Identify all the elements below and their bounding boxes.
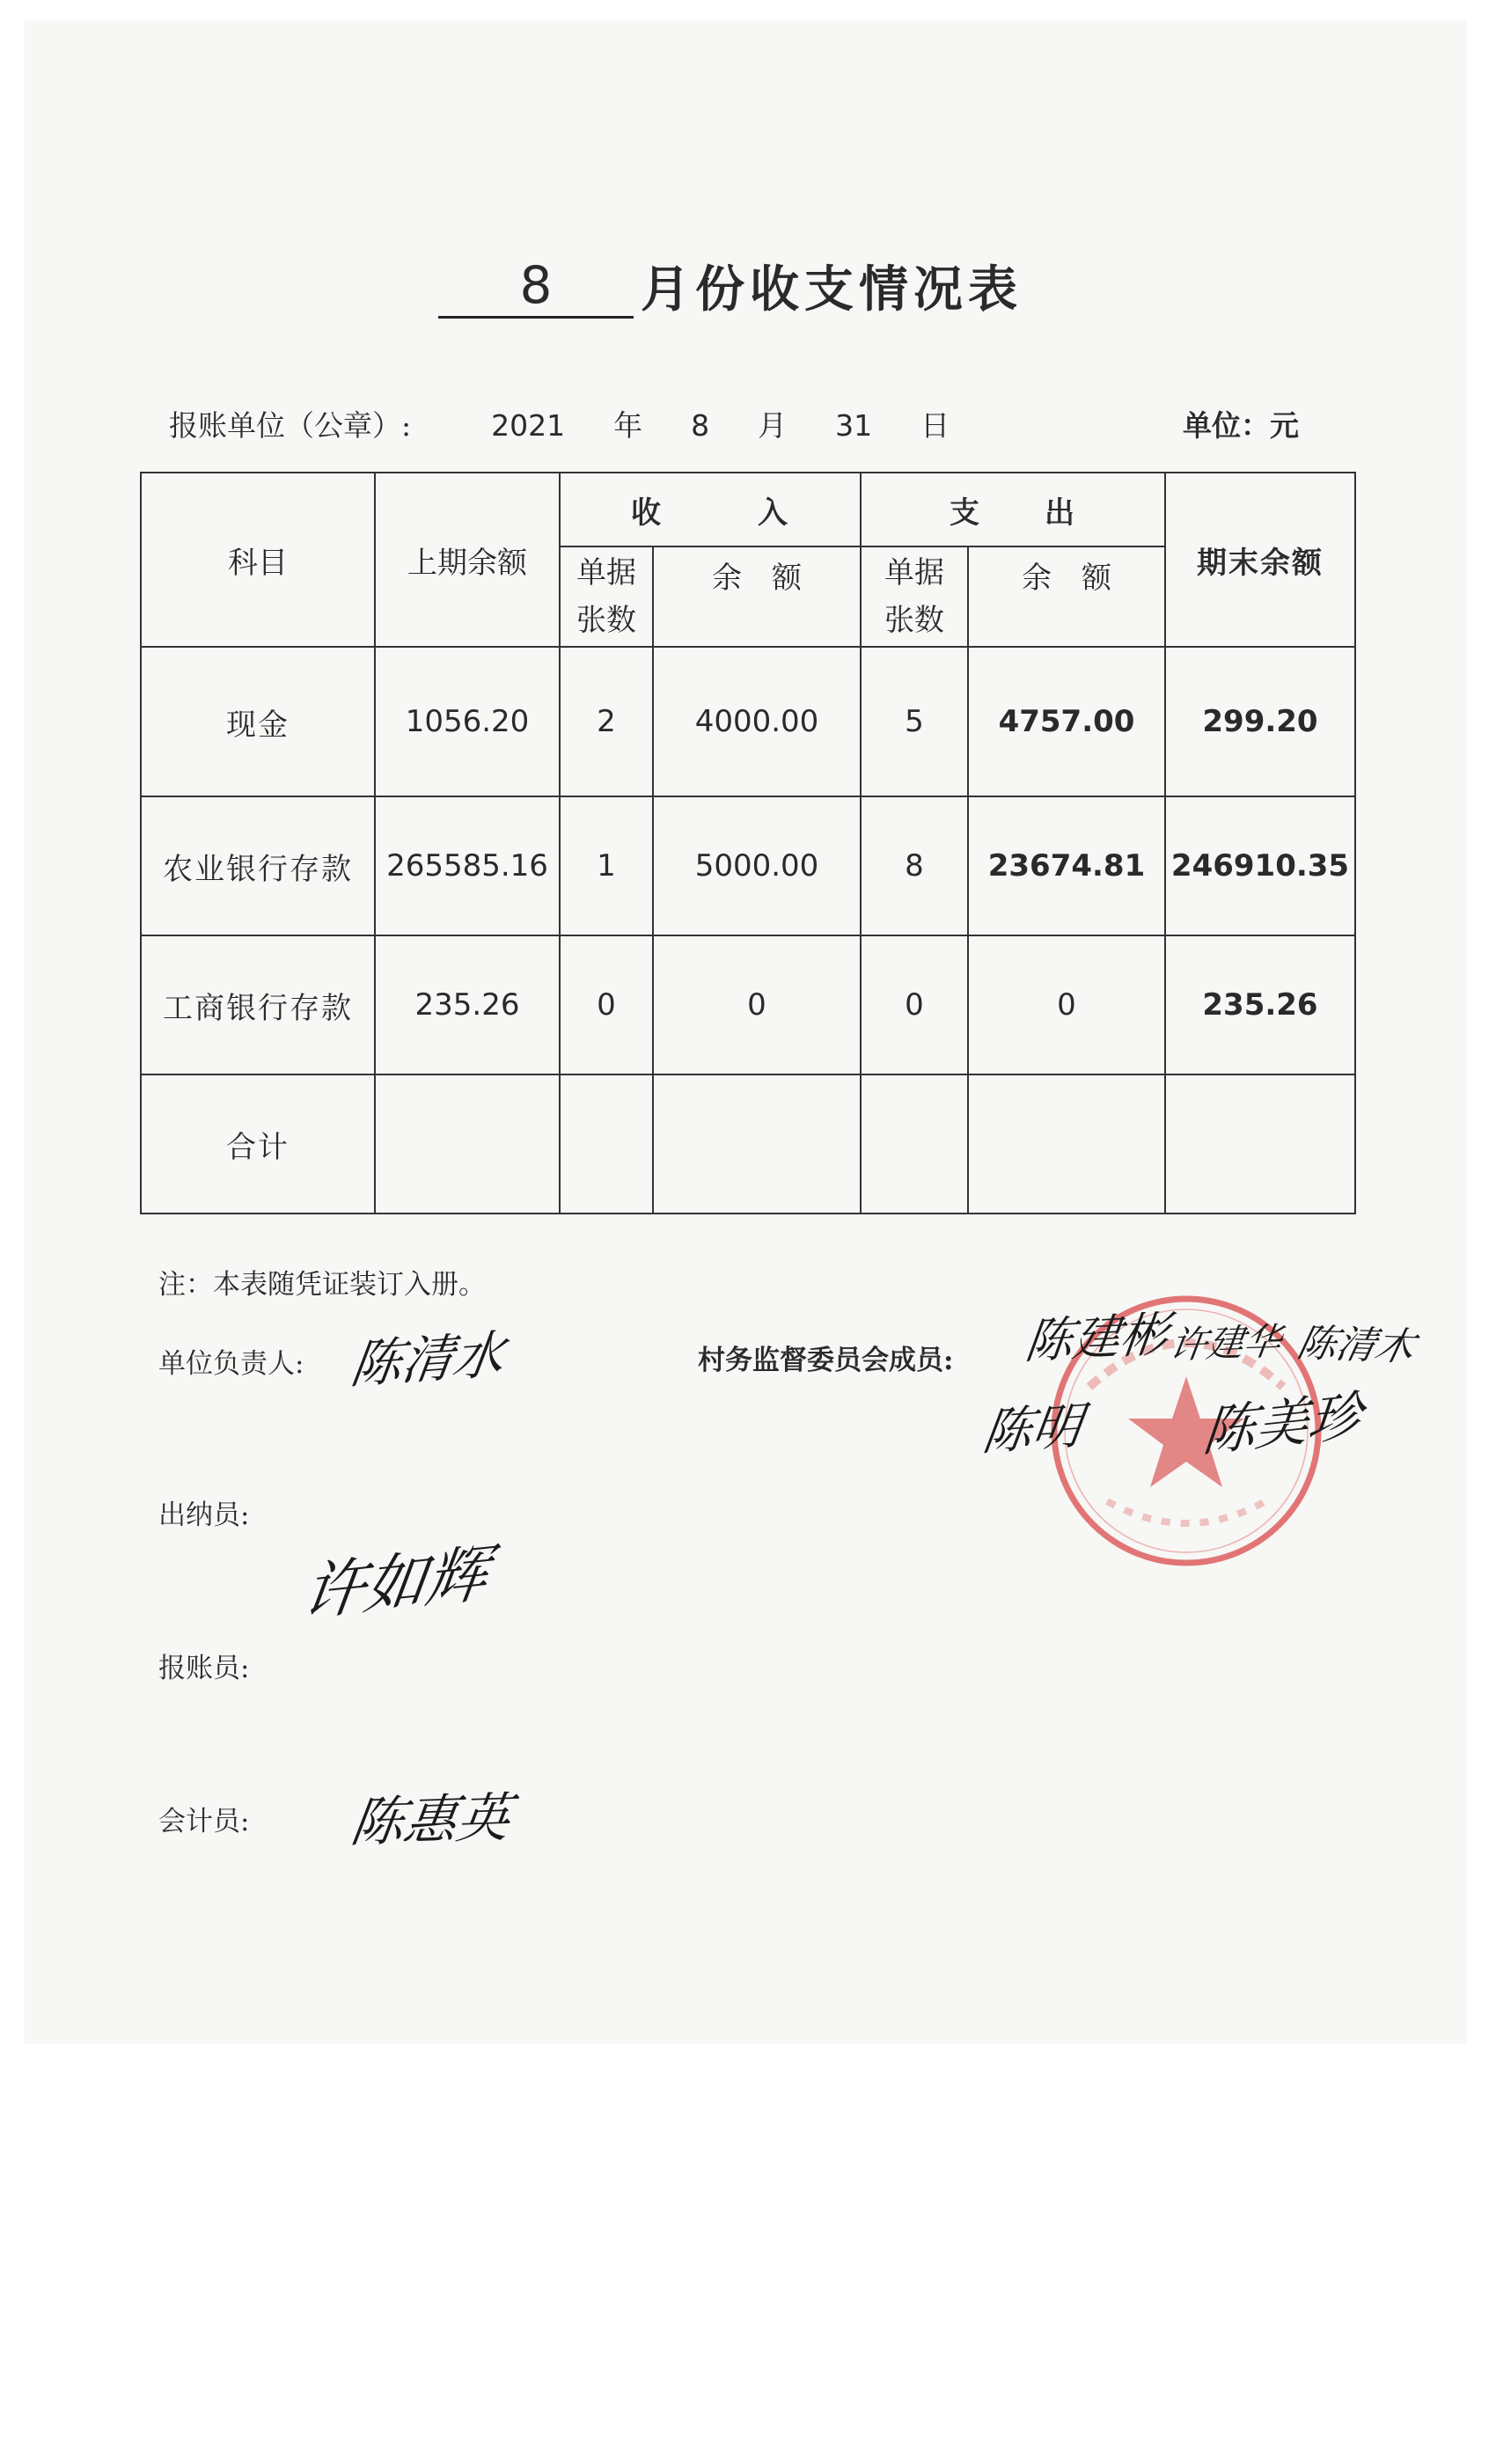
reporter-label: 报账员: xyxy=(158,1653,250,1684)
document-page xyxy=(25,21,1466,2043)
report-meta xyxy=(169,407,950,445)
row-income-count: 1 xyxy=(560,796,653,935)
cashier-signature: 许如辉 xyxy=(298,1536,493,1630)
income-expense-table xyxy=(140,472,1356,1214)
row-subject: 农业银行存款 xyxy=(141,796,375,935)
row-income-count: 0 xyxy=(560,935,653,1074)
committee-signature-2: 许建华 xyxy=(1167,1319,1285,1368)
header-expense-amount: 余 额 xyxy=(968,546,1165,647)
table-row xyxy=(141,647,1355,796)
row-expense-amount: 23674.81 xyxy=(968,796,1165,935)
committee-signature-1: 陈建彬 xyxy=(1022,1306,1172,1370)
row-expense-amount xyxy=(968,1074,1165,1214)
table-row xyxy=(141,796,1355,935)
row-prev-balance: 1056.20 xyxy=(375,647,560,796)
header-count-line-1: 单据 xyxy=(884,555,944,590)
leader-signature: 陈清水 xyxy=(347,1324,509,1396)
row-expense-count: 8 xyxy=(861,796,968,935)
row-income-amount: 0 xyxy=(653,935,861,1074)
row-prev-balance: 235.26 xyxy=(375,935,560,1074)
row-subject: 合计 xyxy=(141,1074,375,1214)
row-expense-count: 0 xyxy=(861,935,968,1074)
header-income: 收 入 xyxy=(560,473,861,546)
row-prev-balance xyxy=(375,1074,560,1214)
title-month: 8 xyxy=(438,256,634,319)
header-expense-count xyxy=(861,546,968,647)
row-income-count xyxy=(560,1074,653,1214)
report-title xyxy=(438,248,1023,319)
row-subject: 工商银行存款 xyxy=(141,935,375,1074)
cashier-label: 出纳员: xyxy=(158,1500,250,1531)
month-label: 月 xyxy=(758,408,788,443)
accountant-label: 会计员: xyxy=(158,1806,250,1837)
row-expense-amount: 0 xyxy=(968,935,1165,1074)
header-end-balance: 期末余额 xyxy=(1165,473,1355,647)
row-income-amount: 4000.00 xyxy=(653,647,861,796)
header-expense: 支 出 xyxy=(861,473,1165,546)
row-end-balance: 299.20 xyxy=(1165,647,1355,796)
header-income-count xyxy=(560,546,653,647)
currency-unit: 单位：元 xyxy=(1183,408,1299,443)
footnote: 注：本表随凭证装订入册。 xyxy=(158,1269,486,1301)
committee-label: 村务监督委员会成员: xyxy=(698,1345,954,1376)
row-expense-amount: 4757.00 xyxy=(968,647,1165,796)
header-count-line-1: 单据 xyxy=(576,555,636,590)
row-end-balance: 235.26 xyxy=(1165,935,1355,1074)
row-income-amount xyxy=(653,1074,861,1214)
row-expense-count: 5 xyxy=(861,647,968,796)
row-income-amount: 5000.00 xyxy=(653,796,861,935)
row-prev-balance: 265585.16 xyxy=(375,796,560,935)
accountant-signature: 陈惠英 xyxy=(347,1786,515,1855)
header-subject: 科目 xyxy=(141,473,375,647)
row-subject: 现金 xyxy=(141,647,375,796)
table-row xyxy=(141,1074,1355,1214)
day-label: 日 xyxy=(920,408,950,443)
unit-label: 报账单位（公章）: xyxy=(169,408,412,443)
leader-label: 单位负责人: xyxy=(158,1348,304,1380)
row-expense-count xyxy=(861,1074,968,1214)
row-income-count: 2 xyxy=(560,647,653,796)
row-end-balance xyxy=(1165,1074,1355,1214)
committee-signature-4: 陈明 xyxy=(979,1397,1086,1463)
header-count-line-2: 张数 xyxy=(884,603,944,638)
report-month: 8 xyxy=(691,408,710,443)
report-year: 2021 xyxy=(491,408,566,443)
title-text: 月份收支情况表 xyxy=(641,260,1023,319)
header-prev-balance: 上期余额 xyxy=(375,473,560,647)
committee-signature-3: 陈清木 xyxy=(1293,1321,1419,1370)
report-day: 31 xyxy=(835,408,873,443)
committee-signature-5: 陈美珍 xyxy=(1199,1384,1365,1464)
table-row xyxy=(141,935,1355,1074)
row-end-balance: 246910.35 xyxy=(1165,796,1355,935)
header-income-amount: 余 额 xyxy=(653,546,861,647)
header-count-line-2: 张数 xyxy=(576,603,636,638)
year-label: 年 xyxy=(613,408,643,443)
